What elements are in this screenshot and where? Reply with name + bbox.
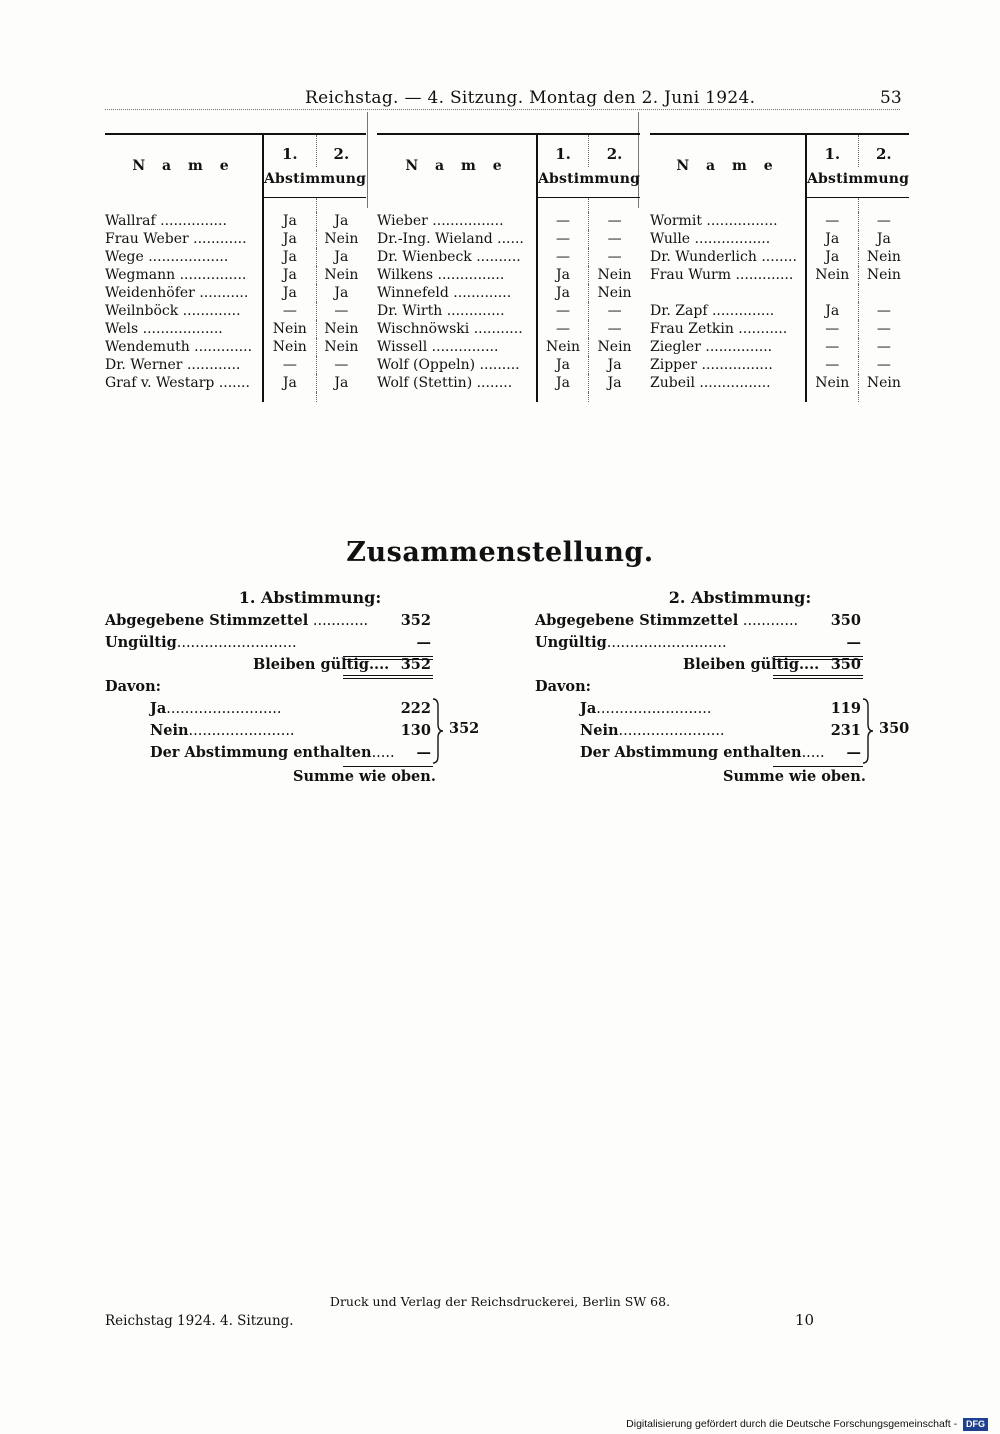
vote-1-cell: —: [263, 302, 316, 320]
dot-leader: ................: [697, 357, 773, 373]
dot-leader: .........................: [166, 701, 282, 717]
bleiben-label: Bleiben gültig: [683, 656, 799, 673]
abgegeben-label: Abgegebene Stimmzettel: [105, 612, 309, 629]
vote-2-cell: Nein: [589, 266, 641, 284]
bleiben-label: Bleiben gültig: [253, 656, 369, 673]
vote-2-cell: Nein: [316, 266, 366, 284]
vote-2-cell: Ja: [589, 374, 641, 392]
vote-2-cell: —: [858, 212, 909, 230]
dot-leader: .............: [448, 285, 512, 301]
vote-2-cell: —: [858, 320, 909, 338]
vote-2-cell: Ja: [316, 284, 366, 302]
member-name: [650, 320, 806, 338]
vote-1-cell: Ja: [806, 302, 858, 320]
dot-leader: .........................: [596, 701, 712, 717]
member-name: [377, 284, 537, 302]
member-name: [377, 230, 537, 248]
dot-leader: ................: [427, 213, 504, 229]
vote-2-cell: —: [589, 230, 641, 248]
spacer-cell: [537, 198, 589, 213]
vote-1-cell: Ja: [806, 248, 858, 266]
summary-vote-1: [105, 588, 485, 788]
member-name-text: Wissell: [377, 339, 428, 355]
table-row: [105, 356, 366, 374]
nein-value: 130: [400, 722, 431, 739]
vote-1-cell: —: [537, 248, 589, 266]
nein-label: Nein: [150, 722, 189, 739]
dot-leader: ............: [188, 231, 247, 247]
vote-1-cell: —: [537, 212, 589, 230]
member-name: [650, 284, 806, 302]
tail-cell: [537, 392, 589, 402]
table-row: [377, 338, 640, 356]
vote-1-cell: Ja: [263, 230, 316, 248]
member-name: [377, 266, 537, 284]
tail-cell: [263, 392, 316, 402]
dfg-credit-text: Digitalisierung gefördert durch die Deutsche Forschungsgemeinschaft -: [626, 1418, 958, 1430]
ungueltig-value: —: [416, 634, 431, 651]
member-name: [105, 302, 263, 320]
table-row: [105, 266, 366, 284]
member-name: [377, 302, 537, 320]
vote-2-cell: Nein: [858, 248, 909, 266]
vote-1-cell: Ja: [806, 230, 858, 248]
header-vote-2: 2.: [589, 134, 641, 167]
vote-2-cell: Ja: [589, 356, 641, 374]
page-number: 53: [880, 88, 902, 108]
vote-1-cell: —: [806, 212, 858, 230]
ungueltig-label: Ungültig: [535, 634, 607, 651]
dot-leader: ............: [308, 613, 369, 629]
member-name-text: Ziegler: [650, 339, 701, 355]
member-name: [650, 302, 806, 320]
table-row: [650, 212, 909, 230]
header-vote-1: 1.: [806, 134, 858, 167]
header-rule: [105, 109, 900, 110]
davon-label: Davon:: [105, 678, 161, 695]
vote-2-cell: Nein: [589, 338, 641, 356]
davon-label: Davon:: [535, 678, 591, 695]
vote-2-cell: Nein: [316, 320, 366, 338]
member-name-text: Weilnböck: [105, 303, 179, 319]
member-name-text: Frau Zetkin: [650, 321, 734, 337]
vote-1-cell: Nein: [263, 338, 316, 356]
curly-brace-icon: [861, 698, 875, 764]
spacer-row: [377, 198, 640, 213]
vote-1-cell: —: [537, 302, 589, 320]
table-row: [105, 284, 366, 302]
dot-leader: .....: [371, 745, 395, 761]
summary-title: Zusammenstellung.: [346, 537, 654, 568]
member-name-text: Wulle: [650, 231, 691, 247]
dot-leader: .......................: [618, 723, 725, 739]
member-name-text: Wallraf: [105, 213, 156, 229]
member-name-text: Dr. Werner: [105, 357, 183, 373]
table-row: [105, 212, 366, 230]
dot-leader: .....: [801, 745, 825, 761]
dfg-credit: [626, 1418, 988, 1431]
table-row: [377, 356, 640, 374]
table-row: [650, 230, 909, 248]
member-name: [377, 338, 537, 356]
dot-leader: ...............: [155, 213, 227, 229]
dot-leader: ...............: [700, 339, 773, 355]
table-row: [650, 284, 909, 302]
vote-1-cell: —: [263, 356, 316, 374]
member-name-text: Wels: [105, 321, 139, 337]
spacer-cell: [806, 198, 858, 213]
dot-leader: .................: [690, 231, 771, 247]
spacer-cell: [316, 198, 366, 213]
member-name: [105, 338, 263, 356]
member-name: [377, 320, 537, 338]
tail-row: [105, 392, 366, 402]
vote-1-cell: —: [537, 230, 589, 248]
member-name-text: Dr.-Ing. Wieland: [377, 231, 493, 247]
header-vote-1: 1.: [537, 134, 589, 167]
member-name: [650, 248, 806, 266]
table-row: [105, 230, 366, 248]
enthalten-value: —: [846, 744, 861, 761]
member-name-text: Winnefeld: [377, 285, 449, 301]
dot-leader: .......................: [188, 723, 295, 739]
vote-2-cell: —: [589, 302, 641, 320]
abgegeben-value: 352: [400, 612, 431, 629]
vote-1-cell: —: [537, 320, 589, 338]
ungueltig-label: Ungültig: [105, 634, 177, 651]
abgegeben-label: Abgegebene Stimmzettel: [535, 612, 739, 629]
member-name-text: Frau Wurm: [650, 267, 732, 283]
dot-leader: .............: [731, 267, 794, 283]
vote-1-cell: —: [806, 356, 858, 374]
dot-leader: ......: [492, 231, 524, 247]
dot-leader: ...........: [469, 321, 523, 337]
enthalten-label: Der Abstimmung enthalten: [150, 744, 372, 761]
vote-2-cell: Nein: [316, 338, 366, 356]
vote-2-cell: —: [316, 302, 366, 320]
vote-1-cell: Ja: [537, 356, 589, 374]
dot-leader: ...............: [175, 267, 247, 283]
member-name-text: Dr. Zapf: [650, 303, 708, 319]
vote-1-cell: Ja: [537, 374, 589, 392]
ja-value: 222: [400, 700, 431, 717]
vote-2-cell: —: [589, 212, 641, 230]
dot-leader: ....: [369, 656, 390, 673]
member-name-text: Wilkens: [377, 267, 434, 283]
tail-cell: [806, 392, 858, 402]
dot-leader: ...........: [733, 321, 788, 337]
vote-1-cell: Ja: [263, 248, 316, 266]
vote-2-cell: —: [858, 302, 909, 320]
spacer-row: [105, 198, 366, 213]
vote-2-cell: Ja: [316, 248, 366, 266]
member-name: [650, 356, 806, 374]
ja-value: 119: [830, 700, 861, 717]
spacer-cell: [263, 198, 316, 213]
vote-1-cell: Ja: [263, 212, 316, 230]
vote-2-cell: —: [316, 356, 366, 374]
member-name-text: Wolf (Stettin): [377, 375, 473, 391]
member-name: [650, 212, 806, 230]
bleiben-value: 350: [830, 656, 861, 673]
header-name: N a m e: [105, 134, 263, 198]
table-row: [105, 320, 366, 338]
dot-leader: ...........: [194, 285, 249, 301]
spacer-cell: [858, 198, 909, 213]
tail-row: [650, 392, 909, 402]
vote-1-cell: Ja: [263, 266, 316, 284]
vote-1-cell: [806, 284, 858, 302]
vote-2-cell: —: [858, 356, 909, 374]
member-name: [105, 266, 263, 284]
table-row: [377, 248, 640, 266]
dot-leader: ..................: [143, 249, 229, 265]
vote-1-cell: Ja: [537, 284, 589, 302]
bleiben-value: 352: [400, 656, 431, 673]
running-header-title: Reichstag. — 4. Sitzung. Montag den 2. Juni 1924.: [305, 88, 756, 108]
dot-leader: .............: [189, 339, 253, 355]
vote-table: [105, 133, 366, 402]
dot-leader: ............: [738, 613, 799, 629]
spacer-row: [650, 198, 909, 213]
member-name-text: Zipper: [650, 357, 698, 373]
table-row: [650, 320, 909, 338]
table-row: [105, 248, 366, 266]
member-name: [377, 374, 537, 392]
member-name-text: Wolf (Oppeln): [377, 357, 476, 373]
dot-leader: ...............: [427, 339, 499, 355]
dot-leader: ..............: [707, 303, 775, 319]
table-row: [650, 338, 909, 356]
table-row: [377, 230, 640, 248]
vote-1-cell: Ja: [263, 374, 316, 392]
member-name: [377, 248, 537, 266]
member-name: [650, 230, 806, 248]
dfg-logo: DFG: [963, 1418, 988, 1431]
member-name-text: Wegmann: [105, 267, 176, 283]
ja-label: Ja: [150, 700, 167, 717]
vote-1-cell: Nein: [263, 320, 316, 338]
dot-leader: ....: [799, 656, 820, 673]
sheet-number: 10: [795, 1311, 815, 1329]
enthalten-value: —: [416, 744, 431, 761]
header-vote-2: 2.: [316, 134, 366, 167]
member-name: [105, 248, 263, 266]
table-row: [377, 284, 640, 302]
dot-leader: ........: [756, 249, 797, 265]
member-name: [105, 284, 263, 302]
member-name: [650, 338, 806, 356]
vote-1-cell: Nein: [806, 266, 858, 284]
dot-leader: ........: [472, 375, 513, 391]
vote-2-cell: Nein: [858, 266, 909, 284]
header-abstimmung: Abstimmung: [263, 167, 366, 198]
vote-2-cell: Nein: [589, 284, 641, 302]
member-name-text: Dr. Wirth: [377, 303, 443, 319]
vote-2-cell: Ja: [316, 212, 366, 230]
member-name: [105, 230, 263, 248]
vote-2-cell: Ja: [316, 374, 366, 392]
dot-leader: ...............: [433, 267, 505, 283]
nein-value: 231: [830, 722, 861, 739]
vote-1-cell: Ja: [263, 284, 316, 302]
table-row: [650, 266, 909, 284]
spacer-cell: [589, 198, 641, 213]
member-name: [650, 266, 806, 284]
vote-table: [650, 133, 909, 402]
tail-cell: [316, 392, 366, 402]
summe-label: Summe wie oben.: [293, 768, 436, 785]
member-name-text: Wege: [105, 249, 144, 265]
member-name-text: Wischnöwski: [377, 321, 470, 337]
ungueltig-value: —: [846, 634, 861, 651]
dot-leader: ..........................: [176, 635, 297, 651]
member-name: [377, 212, 537, 230]
vote-2-cell: —: [589, 248, 641, 266]
vote-1-cell: Nein: [537, 338, 589, 356]
member-name: [105, 356, 263, 374]
member-name: [105, 320, 263, 338]
vote-1-cell: Nein: [806, 374, 858, 392]
vote-1-cell: —: [806, 338, 858, 356]
table-row: [105, 338, 366, 356]
vote-2-cell: —: [858, 338, 909, 356]
dot-leader: .............: [178, 303, 241, 319]
dot-leader: ..........: [471, 249, 521, 265]
abgegeben-value: 350: [830, 612, 861, 629]
member-name-text: Zubeil: [650, 375, 695, 391]
printer-imprint: Druck und Verlag der Reichsdruckerei, Berlin SW 68.: [329, 1294, 671, 1309]
dot-leader: ..........................: [606, 635, 727, 651]
member-name-text: Wendemuth: [105, 339, 190, 355]
member-name: [105, 212, 263, 230]
member-name: [105, 374, 263, 392]
vote-2-cell: Ja: [858, 230, 909, 248]
table-row: [377, 302, 640, 320]
member-name-text: Frau Weber: [105, 231, 189, 247]
table-row: [650, 356, 909, 374]
member-name-text: Graf v. Westarp: [105, 375, 215, 391]
member-name-text: Wieber: [377, 213, 428, 229]
member-name-text: Wormit: [650, 213, 702, 229]
tail-row: [377, 392, 640, 402]
tail-cell: [858, 392, 909, 402]
brace-total: 350: [879, 720, 910, 737]
member-name-text: Dr. Wunderlich: [650, 249, 757, 265]
nein-label: Nein: [580, 722, 619, 739]
vote-table: [377, 133, 640, 402]
summary-vote-2: [535, 588, 915, 788]
member-name: [377, 356, 537, 374]
table-row: [105, 374, 366, 392]
vote-2-heading: 2. Abstimmung:: [668, 588, 812, 607]
member-name: [650, 374, 806, 392]
header-name: N a m e: [377, 134, 537, 198]
header-name: N a m e: [650, 134, 806, 198]
vote-2-cell: —: [589, 320, 641, 338]
dot-leader: ............: [182, 357, 241, 373]
dot-leader: .............: [442, 303, 505, 319]
vote-2-cell: Nein: [858, 374, 909, 392]
brace-total: 352: [449, 720, 480, 737]
table-row: [377, 320, 640, 338]
ja-label: Ja: [580, 700, 597, 717]
column-divider: [367, 112, 368, 208]
vote-2-cell: Nein: [316, 230, 366, 248]
dot-leader: ................: [694, 375, 771, 391]
vote-1-heading: 1. Abstimmung:: [238, 588, 382, 607]
summe-label: Summe wie oben.: [723, 768, 866, 785]
dot-leader: .........: [475, 357, 520, 373]
header-vote-2: 2.: [858, 134, 909, 167]
footer-session: Reichstag 1924. 4. Sitzung.: [105, 1313, 294, 1329]
table-row: [377, 266, 640, 284]
table-row: [650, 302, 909, 320]
member-name-text: Dr. Wienbeck: [377, 249, 472, 265]
enthalten-label: Der Abstimmung enthalten: [580, 744, 802, 761]
vote-table-c: [650, 133, 909, 402]
member-name-text: Weidenhöfer: [105, 285, 195, 301]
dot-leader: ..................: [138, 321, 223, 337]
vote-table-b: [377, 133, 640, 402]
header-abstimmung: Abstimmung: [537, 167, 640, 198]
dot-leader: ................: [701, 213, 778, 229]
table-row: [650, 248, 909, 266]
curly-brace-icon: [431, 698, 445, 764]
vote-1-cell: Ja: [537, 266, 589, 284]
tail-cell: [589, 392, 641, 402]
table-row: [377, 374, 640, 392]
header-vote-1: 1.: [263, 134, 316, 167]
vote-1-cell: —: [806, 320, 858, 338]
vote-table-a: [105, 133, 366, 402]
table-row: [105, 302, 366, 320]
vote-2-cell: [858, 284, 909, 302]
header-abstimmung: Abstimmung: [806, 167, 909, 198]
dot-leader: .......: [214, 375, 250, 391]
table-row: [650, 374, 909, 392]
table-row: [377, 212, 640, 230]
